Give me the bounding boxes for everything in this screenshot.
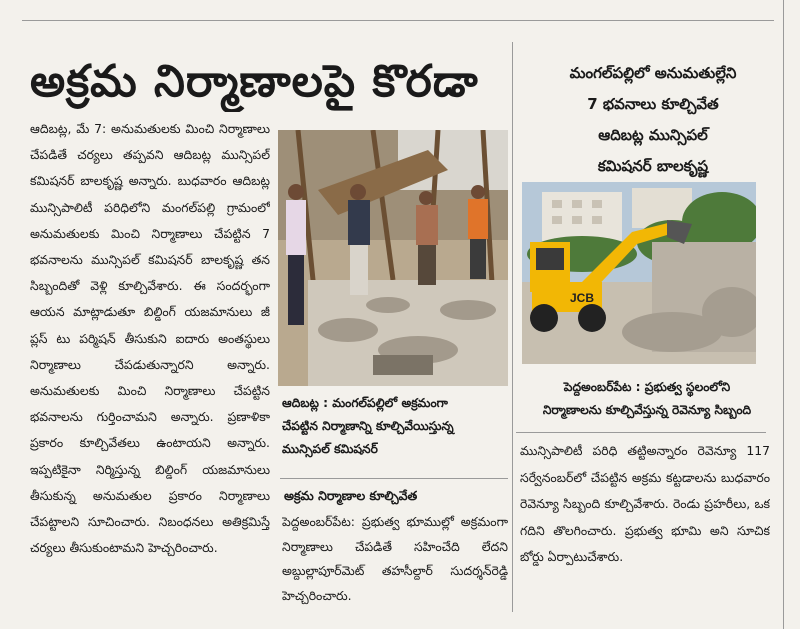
- third-story-body: [520, 438, 770, 610]
- caption-line: చేపట్టిన నిర్మాణాన్ని కూల్చివేయిస్తున్న: [282, 419, 454, 433]
- second-story-text: పెద్దఅంబర్‌పేట: ప్రభుత్వ భూముల్లో అక్రమంగా నిర్మాణాలు చేపడితే సహించేది లేదని అబ్దుల్లాపూర్‌మెట్ తహసీల్దార్ సుదర్శన్‌రెడ్డి హెచ్చరించారు.: [282, 514, 508, 603]
- sidebar-headline-line: మంగల్‌పల్లిలో అనుమతుల్లేని: [569, 64, 737, 82]
- sidebar-headline-line: కమిషనర్ బాలకృష్ణ: [597, 157, 709, 175]
- main-story-body: [30, 116, 270, 610]
- photo-demolition-inspection: [278, 130, 508, 386]
- top-rule: [22, 20, 774, 21]
- person-figure: [468, 185, 488, 279]
- sidebar-headline: [522, 58, 784, 182]
- person-figure: [286, 184, 306, 325]
- caption-line: పెద్దఅంబర్‌పేట : ప్రభుత్వ స్థలంలోని: [563, 380, 731, 394]
- second-story-title: అక్రమ నిర్మాణాల కూల్చివేత: [284, 488, 418, 503]
- main-story-text: ఆదిబట్ల, మే 7: అనుమతులకు మించి నిర్మాణాలు చేపడితే చర్యలు తప్పవని ఆదిబట్ల మున్సిపల్ కమిషనర్ బాలకృష్ణ అన్నారు. బుధవారం ఆదిబట్ల మున్సిపాలిటీ పరిధిలోని మంగల్‌పల్లి గ్రామంలో అనుమతులకు మించి నిర్మాణాలు చేపట్టిన 7 భవనాలను మున్సిపల్ కమిషనర్ బాలకృష్ణ తన సిబ్బందితో వెళ్లి కూల్చివేశారు. ఈ సందర్భంగా ఆయన మాట్లాడుతూ బిల్డింగ్ యజమానులు జీ ప్లస్ టు పర్మిషన్ తీసుకుని ఐదారు అంతస్థులు నిర్మాణాలు చేపడుతున్నారని అన్నారు. అనుమతులకు మించి నిర్మాణాలు చేపట్టిన భవనాలను గుర్తించామని అన్నారు. ప్రణాళికా ప్రకారం కూల్చివేతలు ఉంటాయని అన్నారు. ఇప్పటికైనా నిర్మిస్తున్న బిల్డింగ్ యజమానులు తీసుకున్న అనుమతుల ప్రకారం నిర్మాణాలు చేపట్టాలని సూచించారు. నిబంధనలు అతిక్రమిస్తే చర్యలు తీసుకుంటామని హెచ్చరించారు.: [30, 121, 270, 556]
- jcb-label: JCB: [570, 291, 595, 305]
- sidebar-headline-line: 7 భవనాలు కూల్చివేత: [587, 95, 719, 113]
- photo-right-caption: [520, 376, 774, 422]
- column-divider-right: [512, 42, 513, 612]
- photo-left-caption: [282, 392, 508, 461]
- second-story-body: [282, 510, 508, 610]
- photo-jcb-demolition: [522, 182, 756, 364]
- second-story-rule: [280, 478, 508, 479]
- caption-line: మున్సిపల్ కమిషనర్: [282, 442, 378, 456]
- main-headline: అక్రమ నిర్మాణాలపై కొరడా: [30, 56, 479, 107]
- sidebar-headline-line: ఆదిబట్ల మున్సిపల్: [598, 126, 708, 144]
- caption-line: నిర్మాణాలను కూల్చివేస్తున్న రెవెన్యూ సిబ్బంది: [542, 403, 752, 417]
- person-figure: [416, 191, 438, 285]
- third-story-rule: [516, 432, 766, 433]
- third-story-text: మున్సిపాలిటీ పరిధి తట్టిఅన్నారం రెవెన్యూ 117 సర్వేనంబర్‌లో చేపట్టిన అక్రమ కట్టడాలను బుధవారం రెవెన్యూ సిబ్బంది కూల్చివేశారు. రెండు ప్రహరీలు, ఒక గదిని తొలగించారు. ప్రభుత్వ భూమి అని సూచిక బోర్డు ఏర్పాటుచేశారు.: [520, 443, 770, 564]
- person-figure: [348, 184, 370, 295]
- caption-line: ఆదిబట్ల : మంగల్‌పల్లిలో అక్రమంగా: [282, 396, 448, 410]
